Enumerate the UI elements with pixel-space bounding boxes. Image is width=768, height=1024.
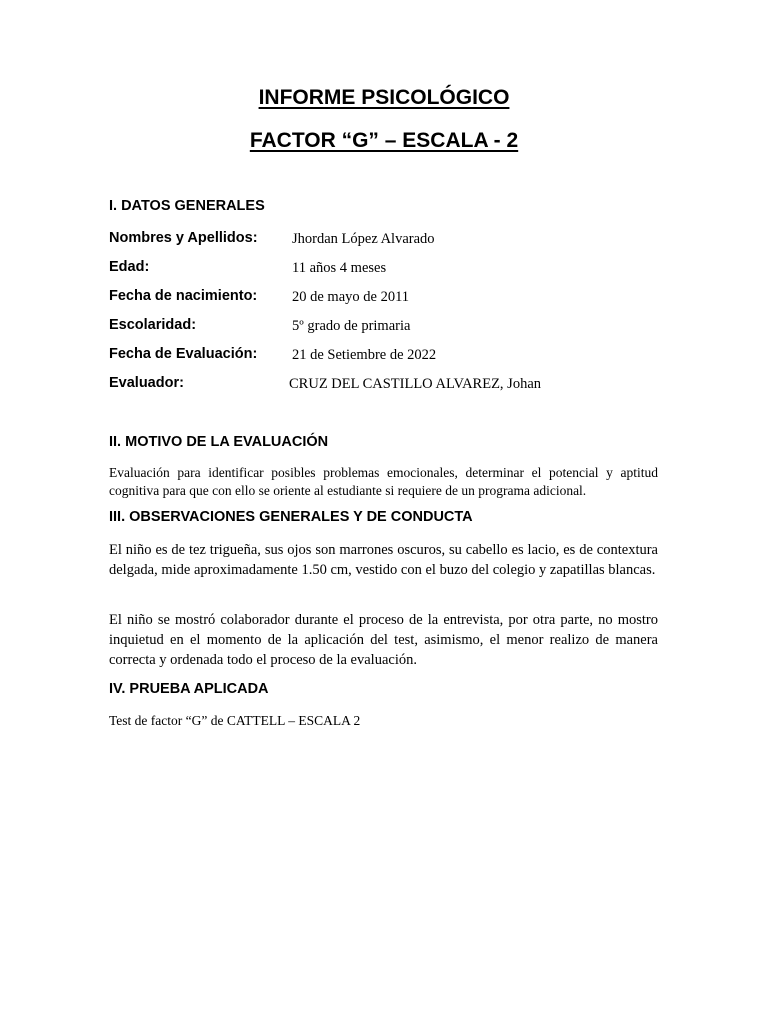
field-row-nombres [109, 231, 669, 251]
field-value: 5º grado de primaria [292, 318, 411, 334]
section-heading-datos-generales: I. DATOS GENERALES [109, 198, 265, 214]
observaciones-paragraph-1: El niño es de tez trigueña, sus ojos son marrones oscuros, su cabello es lacio, es de contextura delgada, mide aproximadamente 1.50 cm, vestido con el buzo del colegio y zapatillas blancas. [109, 542, 658, 578]
section-heading-observaciones: III. OBSERVACIONES GENERALES Y DE CONDUCTA [109, 509, 473, 525]
document-title: INFORME PSICOLÓGICO [258, 86, 510, 109]
field-row-evaluador [109, 376, 669, 396]
field-value: CRUZ DEL CASTILLO ALVAREZ, Johan [289, 376, 542, 392]
field-value: Jhordan López Alvarado [292, 231, 435, 247]
document-subtitle: FACTOR “G” – ESCALA - 2 [249, 129, 519, 152]
field-value: 21 de Setiembre de 2022 [292, 347, 437, 363]
field-label: Fecha de Evaluación: [109, 346, 258, 362]
field-row-escolaridad [109, 318, 669, 338]
field-row-fecha-evaluacion [109, 347, 669, 367]
observaciones-paragraph-2: El niño se mostró colaborador durante el proceso de la entrevista, por otra parte, no mostro inquietud en el momento de la aplicación del test, asimismo, el menor realizo de manera correcta y ordenada todo el proceso de la evaluación. [109, 612, 658, 668]
section-heading-motivo: II. MOTIVO DE LA EVALUACIÓN [109, 434, 329, 450]
section-heading-prueba: IV. PRUEBA APLICADA [109, 681, 269, 697]
field-label: Nombres y Apellidos: [109, 230, 258, 246]
motivo-paragraph: Evaluación para identificar posibles problemas emocionales, determinar el potencial y aptitud cognitiva para que con ello se oriente al estudiante si requiere de un programa adicional. [109, 465, 658, 498]
field-row-fecha-nacimiento [109, 289, 669, 309]
field-row-edad [109, 260, 669, 280]
field-label: Evaluador: [109, 375, 184, 391]
field-value: 11 años 4 meses [292, 260, 387, 276]
field-label: Escolaridad: [109, 317, 197, 333]
field-label: Edad: [109, 259, 150, 275]
field-value: 20 de mayo de 2011 [292, 289, 410, 305]
prueba-text: Test de factor “G” de CATTELL – ESCALA 2 [109, 713, 361, 728]
field-label: Fecha de nacimiento: [109, 288, 258, 304]
